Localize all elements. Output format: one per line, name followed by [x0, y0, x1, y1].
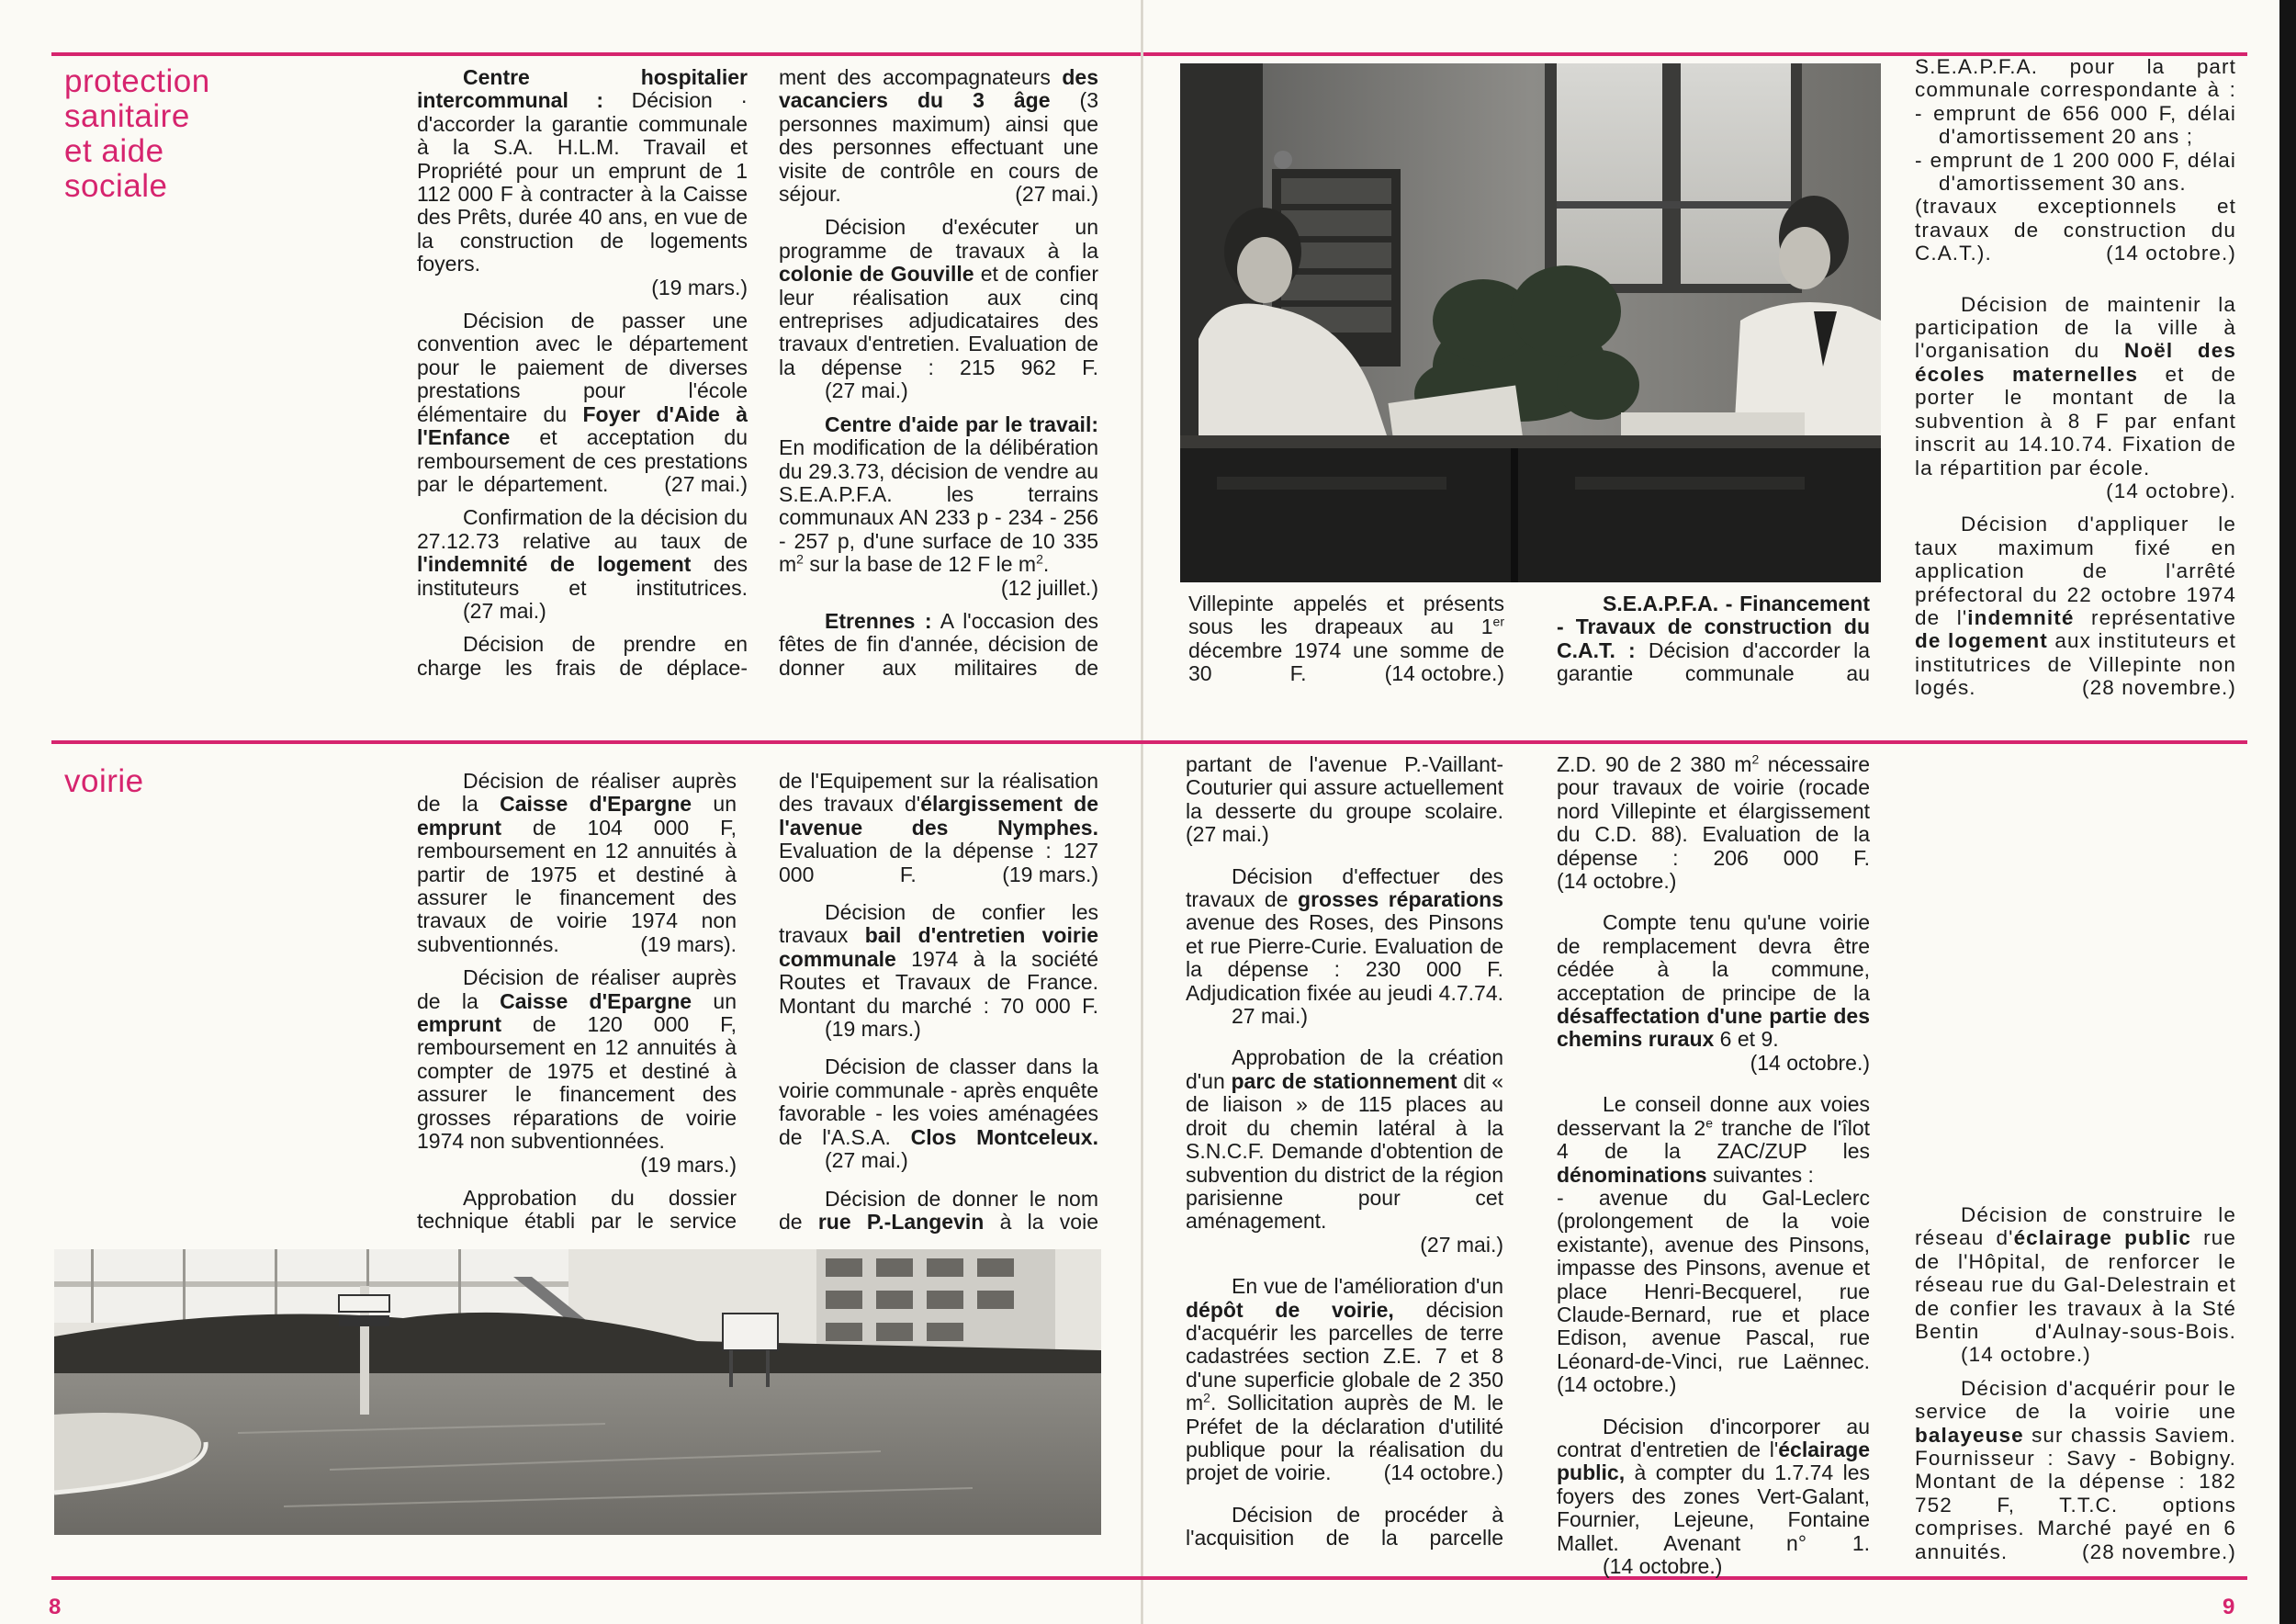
decision-date: (19 mars.)	[1002, 862, 1098, 886]
text-run: dit « de liaison » de 115 places au droit du chemin latéral à la S.N.C.F. Demande d'obtention de subvention du district de la région parisienne pour cet aménagement.	[1186, 1068, 1504, 1234]
text-run: .	[1042, 552, 1050, 577]
text-run: Décision de confier les travaux	[779, 900, 1098, 948]
bold-term: Centre d'aide par le travail:	[825, 412, 1098, 436]
text-run: un	[692, 988, 737, 1013]
roads-column-1	[417, 770, 737, 1244]
text-run: et de porter le montant de la subvention à 8 F par enfant inscrit au 14.10.74. Fixation de la répartition par école.	[1915, 362, 2236, 479]
health-column-2	[779, 66, 1098, 690]
text-run: Décision d'accorder la garantie communale au	[1557, 637, 1870, 686]
bold-term: bail d'entretien voirie communale	[779, 923, 1098, 971]
text-run: et de confier leur réalisation aux cinq entreprises adjudicataires des travaux d'entretien. Evaluation de la dépense : 215 962 F.	[779, 262, 1099, 379]
list-item	[1915, 102, 2236, 149]
text-run: Décision d'incorporer au contrat d'entretien de l'	[1557, 1414, 1870, 1461]
decision-date: (27 mai.)	[825, 1148, 908, 1173]
text-run: aux instituteurs et institutrices de Villepinte non logés.	[1915, 629, 2236, 700]
decision-date: 27 mai.)	[1232, 1004, 1309, 1029]
decision-date: (14 octobre.)	[1750, 1050, 1870, 1075]
bold-term: de logement	[1915, 629, 2048, 653]
road-photo-image	[54, 1249, 1101, 1535]
text-run: Décision de construire le réseau d'	[1915, 1203, 2236, 1250]
text-run: tranche de l'îlot 4 de la ZAC/ZUP les	[1557, 1115, 1871, 1164]
bottom-rule	[51, 1576, 2247, 1580]
paragraph	[1557, 753, 1870, 893]
health-column-right	[1915, 55, 2236, 710]
text-run: partant de l'avenue P.-Vaillant-Couturier qui assure actuellement la desserte du groupe scolaire.	[1186, 752, 1503, 823]
section-heading-roads	[64, 764, 144, 799]
paragraph	[417, 1187, 737, 1234]
text-run: avenue des Roses, des Pinsons et rue Pierre-Curie. Evaluation de la dépense : 230 000 F. Adjudication fixée au jeudi 4.7.74.	[1186, 910, 1503, 1005]
bold-term: Etrennes :	[825, 608, 932, 633]
text-run: Le conseil donne aux voies desservant la 2	[1557, 1092, 1870, 1140]
text-run: à compter du 1.7.74 les foyers des zones Vert-Galant, Fournier, Lejeune, Fontaine Mallet. Avenant n° 1.	[1557, 1460, 1870, 1555]
list-item	[1915, 149, 2236, 196]
text-run: - emprunt de 1 200 000 F, délai d'amortissement 30 ans.	[1915, 148, 2236, 196]
office-photo-image	[1180, 63, 1881, 582]
bold-term: grosses réparations	[1298, 887, 1503, 912]
paragraph	[1186, 1275, 1503, 1485]
heading-line: protection	[64, 63, 210, 99]
bold-term: Foyer d'Aide à l'Enfance	[417, 401, 748, 450]
decision-date: (27 mai.)	[1186, 822, 1269, 847]
superscript: 2	[796, 551, 804, 567]
decision-date: (19 mars.)	[640, 1152, 737, 1177]
paragraph	[779, 901, 1098, 1041]
health-column-1	[417, 66, 748, 690]
bold-term: éclairage public	[2013, 1226, 2192, 1250]
decision-date: (14 octobre.)	[2106, 242, 2236, 265]
decision-date: (27 mai.)	[825, 378, 908, 403]
text-run: de 120 000 F, remboursement en 12 annuités à compter de 1975 et destiné à assurer le financement des grosses réparations de voirie 1974 non subventionnées.	[417, 1012, 737, 1154]
paragraph	[1915, 195, 2236, 265]
page-number-left: 8	[49, 1595, 62, 1619]
text-run: à la voie	[984, 1209, 1098, 1234]
text-run: (3 personnes maximum) ainsi que des personnes effectuant une visite de contrôle en cours de séjour.	[779, 88, 1099, 207]
decision-date: (14 octobre.)	[1557, 1372, 1677, 1397]
text-run: Evaluation de la dépense : 127 000 F.	[779, 839, 1098, 886]
paragraph	[1915, 1377, 2236, 1563]
paragraph	[1557, 592, 1870, 686]
decision-date: (28 novembre.)	[2082, 676, 2236, 700]
decision-date: (27 mai.)	[1420, 1232, 1503, 1257]
text-run: En vue de l'amélioration d'un	[1232, 1274, 1503, 1299]
text-run: décision d'acquérir les parcelles de terre cadastrées section Z.E. 7 et 8 d'une superficie globale de 2 350 m	[1186, 1297, 1503, 1415]
bold-term: balayeuse	[1915, 1423, 2024, 1447]
paragraph	[417, 966, 737, 1177]
text-run: Décision de réaliser auprès de la	[417, 769, 737, 817]
superscript: 2	[1203, 1390, 1210, 1405]
top-rule-left	[51, 52, 1141, 56]
text-run: rue de l'Hôpital, de renforcer le réseau rue du Gal-Delestrain et de confier les travaux à la Sté Bentin d'Aulnay-sous-Bois.	[1915, 1226, 2236, 1344]
photo-caption-column-1	[1188, 592, 1504, 696]
heading-line: sanitaire	[64, 98, 190, 134]
text-run: Décision de prendre en charge les frais de déplace-	[417, 632, 748, 680]
bold-term: S.E.A.P.F.A. - Financement - Travaux de construction du C.A.T. :	[1557, 592, 1870, 662]
heading-line: et aide	[64, 133, 164, 169]
page-number-right: 9	[2223, 1595, 2235, 1619]
decision-date: (28 novembre.)	[2082, 1539, 2236, 1563]
text-run: Compte tenu qu'une voirie de remplacement devra être cédée à la commune, acceptation de principe de la	[1557, 910, 1870, 1005]
section-heading-health	[64, 64, 210, 204]
paragraph	[417, 310, 748, 496]
paragraph	[779, 66, 1098, 206]
text-run: En modification de la délibération du 29.3.73, décision de vendre au S.E.A.P.F.A. les terrains communaux AN 233 p - 234 - 256 - 257 p, d'une surface de 10 335 m	[779, 435, 1098, 577]
office-photo	[1180, 63, 1881, 582]
text-run: nécessaire pour travaux de voirie (rocade nord Villepinte et élargissement du C.D. 88). Evaluation de la dépense : 206 000 F.	[1557, 752, 1870, 870]
paragraph	[1186, 753, 1503, 847]
decision-date: (27 mai.)	[664, 471, 748, 496]
text-run: sur chassis Saviem. Fournisseur : Savy - Bobigny. Montant de la dépense : 182 752 F, T.T.C. options comprises. Marché payé en 6 annuités.	[1915, 1423, 2236, 1563]
text-run: - emprunt de 656 000 F, délai d'amortissement 20 ans ;	[1915, 101, 2236, 149]
heading-line: sociale	[64, 168, 168, 204]
decision-date: (12 juillet.)	[1000, 575, 1098, 600]
paragraph	[417, 633, 748, 680]
text-run: 1974 à la société Routes et Travaux de France. Montant du marché : 70 000 F.	[779, 946, 1098, 1018]
paragraph	[1188, 592, 1504, 686]
paragraph	[1915, 513, 2236, 699]
text-run: Approbation du dossier technique établi par le service	[417, 1185, 737, 1234]
bold-term: désaffectation d'une partie des chemins ruraux	[1557, 1004, 1870, 1052]
bold-term: éclairage public,	[1557, 1437, 1870, 1485]
text-run: - avenue du Gal-Leclerc (prolongement de la voie existante), avenue des Pinsons, impasse des Pinsons, avenue et place Henri-Becquerel, rue Claude-Bernard, rue et place Edison, avenue Pascal, rue Léonard-de-Vinci, rue Laënnec.	[1557, 1185, 1870, 1373]
middle-rule	[51, 740, 2247, 744]
text-run: Décision de réaliser auprès de la	[417, 965, 737, 1013]
text-run: sur la base de 12 F le m	[803, 552, 1037, 577]
decision-date: (14 octobre.)	[1603, 1554, 1723, 1578]
paragraph	[1186, 1504, 1503, 1551]
bold-term: élargissement de l'avenue des Nymphes.	[779, 792, 1098, 840]
bold-term: l'indemnité de logement	[417, 552, 692, 577]
text-run: Décision de passer une convention avec le département pour le paiement de diverses prestations pour l'école élémentaire du	[417, 309, 748, 426]
paragraph	[779, 216, 1098, 402]
paragraph	[1915, 55, 2236, 102]
text-run: 6 et 9.	[1714, 1027, 1779, 1052]
text-run: Villepinte appelés et présents sous les drapeaux au 1	[1188, 592, 1504, 639]
paragraph	[779, 1188, 1098, 1235]
paragraph	[1557, 1187, 1870, 1397]
paragraph	[1557, 911, 1870, 1075]
text-run: des instituteurs et institutrices.	[417, 552, 748, 600]
road-photo	[54, 1249, 1101, 1535]
page-fold	[1141, 0, 1143, 1624]
text-run: de l'Equipement sur la réalisation des travaux d'	[779, 769, 1098, 817]
text-run: suivantes :	[1706, 1162, 1814, 1187]
bold-term: Centre hospitalier intercommunal :	[417, 65, 748, 113]
paragraph	[1915, 1203, 2236, 1367]
superscript: er	[1492, 614, 1504, 629]
text-run: (travaux exceptionnels et travaux de construction du C.A.T.).	[1915, 195, 2236, 265]
paragraph	[417, 770, 737, 956]
heading-line: voirie	[64, 763, 144, 799]
paragraph	[1186, 865, 1503, 1029]
superscript: e	[1705, 1115, 1714, 1131]
bold-term: emprunt	[417, 815, 501, 840]
decision-date: (19 mars.)	[651, 275, 748, 299]
text-run: de 104 000 F, remboursement en 12 annuités à partir de 1975 et destiné à assurer le financement des travaux de voirie 1974 non subventionnés.	[417, 815, 737, 956]
text-run: A l'occasion des fêtes de fin d'année, décision de donner aux militaires de	[779, 608, 1098, 680]
paragraph	[779, 770, 1098, 886]
text-run: Confirmation de la décision du 27.12.73 relative au taux de	[417, 505, 748, 553]
bold-term: parc de stationnement	[1231, 1068, 1458, 1093]
text-run: Décision de donner le nom de	[779, 1186, 1098, 1234]
bold-term: emprunt	[417, 1012, 501, 1037]
bold-term: Noël des écoles maternelles	[1915, 339, 2236, 386]
paragraph	[779, 413, 1098, 600]
paragraph	[417, 506, 748, 623]
text-run: représentative	[2074, 605, 2236, 629]
decision-date: (19 mars).	[640, 931, 737, 956]
decision-date: (14 octobre.)	[1557, 869, 1677, 894]
paragraph	[1557, 1415, 1870, 1579]
decision-date: (27 mai.)	[463, 598, 546, 623]
decision-date: (14 octobre).	[2106, 479, 2236, 502]
bold-term: Caisse d'Epargne	[500, 988, 692, 1013]
superscript: 2	[1751, 751, 1760, 767]
text-run: S.E.A.P.F.A. pour la part communale correspondante à :	[1915, 55, 2236, 102]
text-run: un	[692, 792, 737, 817]
bold-term: rue P.-Langevin	[817, 1209, 985, 1234]
text-run: Approbation de la création d'un	[1186, 1045, 1503, 1093]
bold-term: dépôt de voirie,	[1186, 1297, 1394, 1322]
scan-edge	[2279, 0, 2296, 1624]
paragraph	[1186, 1046, 1503, 1257]
paragraph	[779, 610, 1098, 680]
decision-date: (19 mars.)	[825, 1017, 921, 1042]
bold-term: Caisse d'Epargne	[500, 792, 692, 817]
text-run: Décision de maintenir la participation de la ville à l'organisation du	[1915, 292, 2236, 363]
photo-caption-column-2	[1557, 592, 1870, 696]
paragraph	[779, 1055, 1098, 1172]
text-run: Z.D. 90 de 2 380 m	[1557, 752, 1752, 776]
text-run: ment des accompagnateurs	[779, 65, 1063, 89]
paragraph	[417, 66, 748, 299]
paragraph	[1557, 1093, 1870, 1187]
bold-term: des vacanciers du 3 âge	[779, 65, 1098, 113]
paragraph	[1915, 293, 2236, 503]
text-run: Décision de procéder à l'acquisition de la parcelle	[1186, 1502, 1503, 1551]
roads-column-4	[1557, 753, 1870, 1588]
decision-date: (14 octobre.)	[1384, 661, 1504, 686]
text-run: Décision · d'accorder la garantie communale à la S.A. H.L.M. Travail et Propriété pour un emprunt de 1 112 000 F à contracter à la Caisse des Prêts, durée 40 ans, en vue de la construction de logements foyers.	[417, 88, 748, 276]
bold-term: indemnité	[1967, 605, 2075, 629]
text-run: Décision d'effectuer des travaux de	[1186, 863, 1503, 912]
text-run: Décision d'acquérir pour le service de la voirie une	[1915, 1376, 2236, 1424]
decision-date: (14 octobre.)	[1961, 1343, 2091, 1367]
roads-column-3	[1186, 753, 1503, 1561]
text-run: décembre 1974 une somme de 30 F.	[1188, 637, 1504, 686]
decision-date: (27 mai.)	[1015, 182, 1098, 207]
bold-term: colonie de Gouville	[779, 262, 974, 287]
bold-term: Clos Montceleux.	[910, 1124, 1098, 1149]
text-run: Décision d'appliquer le taux maximum fixé en application de l'arrêté préfectoral du 22 octobre 1974 de l'	[1915, 513, 2236, 629]
superscript: 2	[1036, 551, 1043, 567]
bold-term: dénominations	[1557, 1162, 1707, 1187]
decision-date: (14 octobre.)	[1383, 1460, 1504, 1485]
roads-column-right	[1915, 1203, 2236, 1573]
text-run: Décision de classer dans la voirie communale - après enquête favorable - les voies aménagées de l'A.S.A.	[779, 1054, 1098, 1149]
text-run: . Sollicitation auprès de M. le Préfet de la déclaration d'utilité publique pour la réalisation du projet de voirie.	[1186, 1391, 1503, 1485]
roads-column-2	[779, 770, 1098, 1244]
text-run: Décision d'exécuter un programme de travaux à la	[779, 215, 1098, 263]
text-run: et acceptation du remboursement de ces prestations par le département.	[417, 425, 748, 496]
